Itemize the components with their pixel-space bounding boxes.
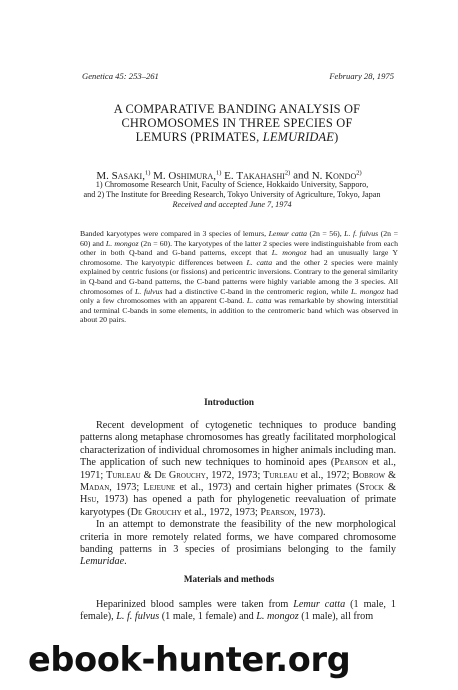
citation-author: Bobrow & Madan (80, 469, 396, 494)
author-3-initial: E. (224, 169, 234, 182)
body-text: et al., 1973) and certain higher primates ( (175, 482, 360, 494)
watermark: ebook-hunter.org (28, 640, 351, 679)
author-1: M. Sasaki,$^{1)}$ (96, 169, 151, 182)
title-family-name: LEMURIDAE (262, 130, 335, 144)
body-text: , 1973; (109, 482, 144, 494)
publication-date: February 28, 1975 (329, 71, 394, 81)
abstract-text: (2n = 60) and (80, 229, 398, 248)
running-head (82, 71, 394, 81)
intro-paragraph-2 (80, 519, 396, 569)
title-line-2: CHROMOSOMES IN THREE SPECIES OF (121, 116, 353, 130)
family-name: Lemuridae (80, 556, 125, 568)
author-4-affiliation: 2) (356, 169, 362, 176)
body-text: et al., 1972, 1973; (181, 506, 261, 518)
species-name: L. catta (246, 257, 273, 267)
abstract-text: was remarkable by showing interstitial and terminal C-bands in some elements, in addition to the centromeric band which was observed in about 20 pairs. (80, 296, 398, 325)
species-name: L. f. fulvus (116, 611, 160, 623)
species-name: Lemur catta (293, 599, 346, 610)
author-4-initial: N. (311, 169, 323, 182)
citation-author: Stock & Hsu (80, 482, 396, 506)
body-text: (1 male, 1 female) and (159, 611, 257, 623)
author-2-name: Oshimura (168, 169, 214, 182)
abstract-text: Banded karyotypes were compared in 3 species of lemurs, (80, 229, 269, 238)
author-4-name: Kondo (325, 169, 357, 182)
received-date: Received and accepted June 7, 1974 (172, 200, 292, 209)
body-text: In an attempt to demonstrate the feasibility of the new morphological criteria in more remotely related forms, we have compared chromosome banding patterns in 3 species of prosimians belonging to the family (80, 519, 396, 556)
affiliations (40, 180, 424, 210)
citation-author: Turleau (263, 469, 298, 481)
body-text: , 1973). (294, 506, 326, 518)
abstract-text: (2n = 60). The karyotypes of the latter 2 species were indistinguishable from each other in both Q-band and G-band patterns, except that (80, 238, 398, 258)
author-3-affiliation: 2) (284, 169, 291, 176)
article-title (60, 102, 414, 144)
methods-section (80, 599, 396, 624)
body-text: Recent development of cytogenetic techniques to produce banding patterns along metaphase chromosomes has greatly facilitated morphological characterization of individual chromosomes in higher animals including man. The application of such new techniques to hominoid apes ( (80, 420, 397, 469)
methods-paragraph-1 (80, 599, 396, 624)
abstract-text: had an unusually large Y chromosome. The karyotypic differences between (80, 248, 398, 267)
abstract-text: had only a few chromosomes with an apparent C-band. (80, 286, 399, 306)
species-name: L. mongoz (271, 248, 307, 258)
title-line-1: A COMPARATIVE BANDING ANALYSIS OF (113, 102, 361, 116)
author-2: M. Oshimura,$^{1)}$ (153, 169, 222, 182)
body-text: (1 male, 1 female), (80, 599, 396, 623)
title-line-3-prefix: LEMURS (PRIMATES, (135, 130, 263, 144)
citation-author: Pearson (334, 457, 368, 469)
author-conjunction: and (293, 169, 309, 182)
body-text: Heparinized blood samples were taken from (96, 599, 294, 610)
species-name: L. mongoz (105, 238, 139, 248)
citation-author: Turleau & De Grouchy (106, 469, 206, 481)
body-text: . (124, 556, 127, 568)
author-2-affiliation: 1) (216, 169, 222, 176)
species-name: L. fulvus (135, 286, 163, 296)
abstract-text: and the other 2 species were mainly explained by centric fusions (or fissions) and pericentric inversions. Contrary to the general similarity in Q-band and G-band patterns, the C-band patterns were highly variable among the 3 species. All chromosomes of (80, 257, 398, 296)
body-text: (1 male), all from (298, 611, 374, 623)
citation-author: De Grouchy (130, 506, 182, 518)
title-line-3-suffix: ) (334, 130, 339, 144)
citation-author: Pearson (260, 506, 295, 518)
citation-author: Lejeune (143, 482, 176, 494)
author-1-affiliation: 1) (144, 169, 151, 176)
section-heading-introduction: Introduction (204, 397, 254, 407)
journal-citation: Genetica 45: 253–261 (82, 71, 159, 81)
body-text: et al., 1972; (297, 469, 353, 481)
abstract-text: (2n = 56), (307, 229, 345, 238)
body-text: , 1973) has opened a path for phylogenetic reevaluation of primate karyotypes ( (80, 494, 396, 518)
abstract (80, 229, 398, 325)
author-2-initial: M. (153, 169, 166, 182)
intro-paragraph-1 (80, 420, 396, 519)
species-name: L. f. fulvus (344, 229, 379, 238)
author-3-name: Takahashi (236, 169, 285, 182)
body-text: et al., 1971; (80, 457, 396, 481)
affiliation-line-2: and 2) The Institute for Breeding Research, Tokyo University of Agriculture, Tokyo, Japan (83, 190, 381, 199)
affiliation-line-1: 1) Chromosome Research Unit, Faculty of Science, Hokkaido University, Sapporo, (95, 180, 369, 189)
author-1-name: Sasaki (111, 169, 143, 182)
body-text: , 1972, 1973; (205, 469, 264, 481)
introduction-section (80, 420, 396, 569)
section-heading-methods: Materials and methods (183, 574, 275, 584)
abstract-text: had a distinctive C-band in the centromeric region, while (162, 286, 351, 296)
title-line-3 (60, 130, 414, 144)
species-name: Lemur catta (268, 229, 308, 238)
author-1-initial: M. (96, 169, 109, 182)
species-name: L. mongoz (350, 286, 385, 296)
species-name: L. mongoz (256, 611, 299, 623)
species-name: L. catta (246, 296, 272, 306)
